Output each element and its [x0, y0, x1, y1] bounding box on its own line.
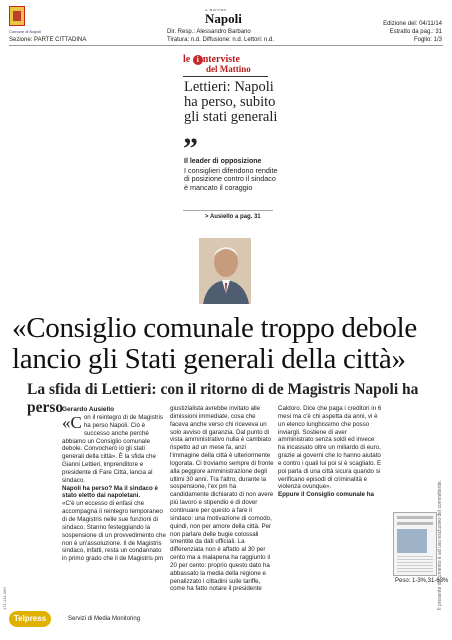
article-column-2 — [170, 405, 274, 593]
thumbnail-text — [397, 556, 433, 574]
disclaimer-vertical: Il presente documento è ad uso esclusivo del committente. — [437, 479, 443, 610]
thumbnail-headline — [397, 516, 433, 519]
sidebar-lead: Il leader di opposizione — [184, 158, 262, 165]
thumbnail-image — [397, 529, 427, 553]
article-byline: Gerardo Ausiello — [62, 406, 115, 413]
masthead: Napoli — [205, 11, 242, 26]
document-code-vertical: 171-131-080 — [2, 587, 7, 610]
interviste-divider — [183, 76, 268, 77]
sidebar-divider — [183, 210, 273, 211]
interviste-dot-icon: i — [193, 55, 203, 65]
interview-question-2: Eppure il Consiglio comunale ha — [278, 491, 374, 499]
article-column-3 — [278, 405, 382, 499]
interview-question: Napoli ha perso? Ma il sindaco è stato eletto dai napoletani. — [62, 484, 158, 500]
tiratura: Tiratura: n.d. Diffusione: n.d. Lettori: n.d. — [167, 37, 275, 43]
comune-crest-icon — [9, 6, 25, 26]
quote-mark-icon: ” — [183, 132, 198, 165]
column-3-paragraph-1: Caldoro. Dice che paga i creditori in 6 mesi ma c'è chi aspetta da anni, vi è un elenco lunghissimo che posso inviargli. Sostiene di aver amministrato senza soldi ed invece ha incassato oltre un miliardo di euro, grazie ai governi che lo hanno aiutato e contro i quali lui poi si è scagliato. E poi parla di una città sicura quando si verificano episodi di criminalità e violenza ovunque». — [278, 405, 382, 491]
header-divider — [9, 45, 443, 46]
interviste-brand-suffix: nterviste — [202, 54, 240, 65]
peso-label: Peso: 1-3%,31-63% — [395, 578, 449, 584]
column-1-text-1: on il reintegro di de Magistris ha perso Napoli. Ciò è successo anche perché abbiamo un Consiglio comunale debole. Convocherò io gli stati generali della città». È la sfida che Gianni Lettieri, imprenditore e presidente di Fare Città, lancia al sindaco. — [62, 414, 163, 484]
sezione-label: Sezione: PARTE CITTADINA — [9, 37, 87, 43]
sidebar-body: I consiglieri difendono rendite di posizione contro il sindaco è mancato il coraggio — [184, 166, 278, 192]
column-1-paragraph-2: «C'è un eccesso di enfasi che accompagna il reintegro temporaneo di de Magistris nelle sue funzioni di sindaco. Stanno festeggiando la sospensione di un provvedimento che non è un'assoluzione. Il de Magistris sindaco, infatti, resta un condannato in primo grado che il de Magistris pm — [62, 500, 166, 563]
interviste-subtitle: del Mattino — [206, 64, 251, 74]
telpress-logo: Telpress — [9, 611, 51, 627]
dropcap: «C — [62, 413, 82, 432]
masthead-small: IL MATTINO — [205, 8, 227, 12]
estratto: Estratto da pag.: 31 — [389, 29, 442, 35]
edizione: Edizione del: 04/11/14 — [383, 21, 442, 27]
portrait-illustration — [199, 238, 251, 304]
interviste-brand-prefix: le — [183, 54, 191, 65]
foglio: Foglio: 1/3 — [413, 37, 442, 43]
sidebar-page-ref[interactable]: > Ausiello a pag. 31 — [205, 214, 261, 220]
article-column-1 — [62, 414, 166, 563]
comune-label: Comune di Napoli — [9, 29, 41, 34]
column-2-paragraph-1: giustizialista avrebbe invitato alle dimissioni immediate, cosa che faceva anche verso chi riceveva un solo avviso di garanzia. Dal punto di vista amministrativo nulla è cambiato rispetto ad un mese fa, anzi l'immagine della città è ulteriormente logorata. Ci troviamo sempre di fronte alla peggiore amministrazione degli ultimi 30 anni. Tra l'altro, durante la sospensione, l'ex pm ha candidamente dichiarato di non avere più lavoro e stipendio e di dover continuare per questo a fare il sindaco: una motivazione di comodo, quindi, non per amore della città. Per non parlare delle bugie colossali smentite da dati ufficiali. La differenziata non è affatto al 30 per cento ma a malapena ha raggiunto il 20 per cento: proprio questo dato ha abbassato la media della regione e penalizzato i cittadini sulle tariffe, come ha fatto notare il presidente — [170, 405, 274, 593]
column-1-paragraph-1 — [62, 414, 166, 485]
sidebar-title: Lettieri: Napoli ha perso, subito gli stati generali — [184, 79, 278, 125]
article-subhead: La sfida di Lettieri: con il ritorno di de Magistris Napoli ha perso — [27, 381, 419, 416]
portrait-photo — [199, 238, 251, 304]
thumbnail-subhead — [397, 522, 433, 525]
servizi-label: Servizi di Media Monitoring — [68, 616, 141, 622]
dir-resp: Dir. Resp.: Alessandro Barbano — [167, 29, 251, 35]
page-thumbnail[interactable] — [393, 512, 437, 576]
article-headline: «Consiglio comunale troppo debole lancio gli Stati generali della città» — [12, 312, 417, 375]
